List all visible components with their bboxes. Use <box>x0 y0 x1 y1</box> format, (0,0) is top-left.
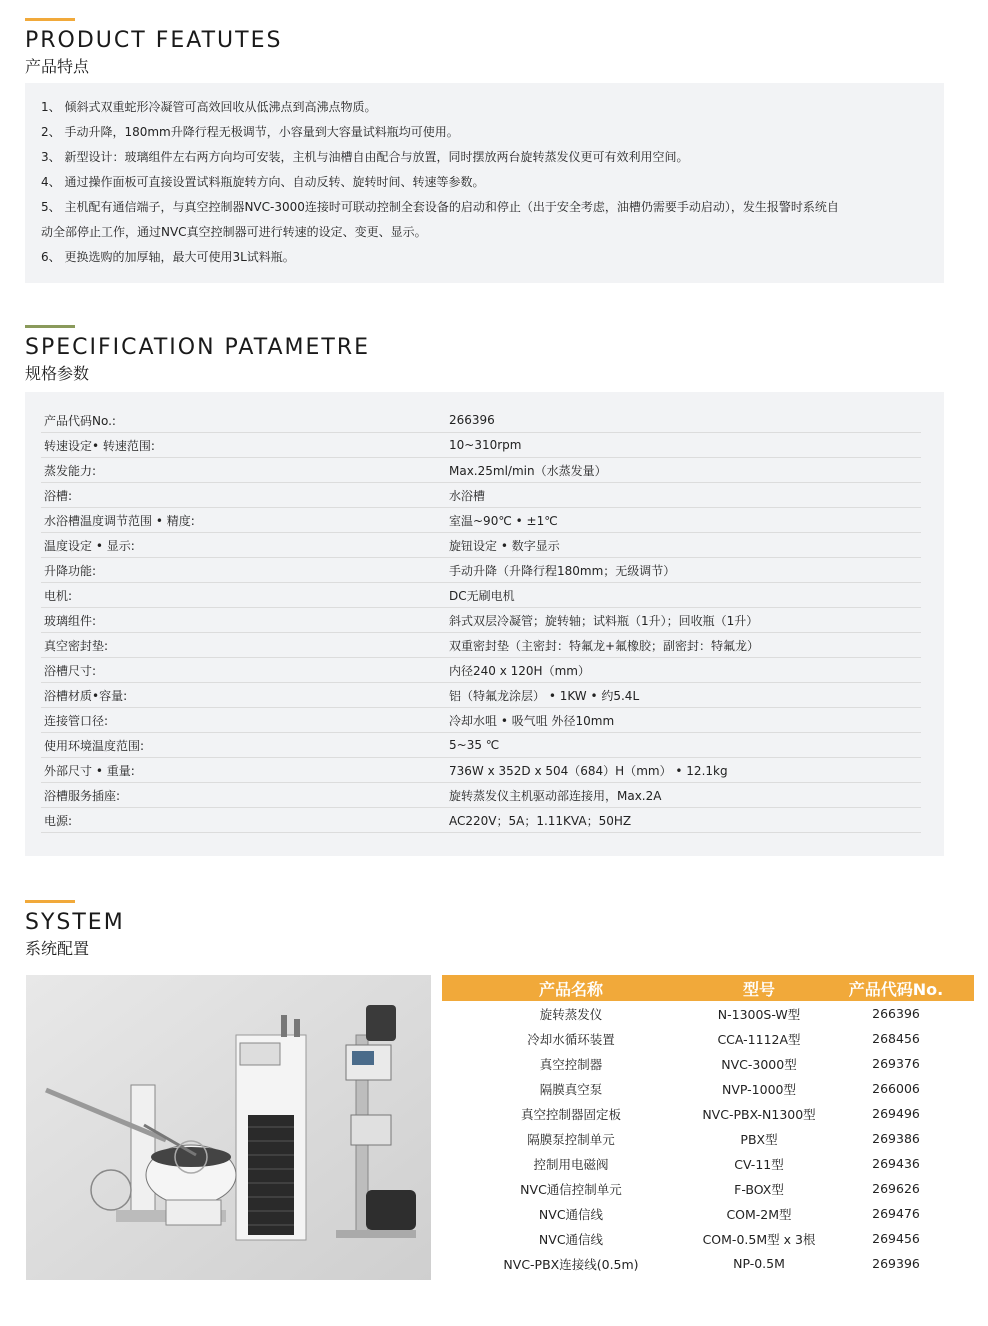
product-name-cell: 真空控制器固定板 <box>520 1106 621 1122</box>
spec-key: 真空密封垫: <box>41 633 446 658</box>
spec-value: 5~35 ℃ <box>446 733 921 758</box>
feature-item: 4、 通过操作面板可直接设置试料瓶旋转方向、自动反转、旋转时间、转速等参数。 <box>41 175 485 189</box>
spec-row <box>41 583 921 608</box>
system-row <box>442 1026 974 1051</box>
spec-key: 转速设定• 转速范围: <box>41 433 446 458</box>
spec-row <box>41 483 921 508</box>
feature-item: 2、 手动升降，180mm升降行程无极调节，小容量到大容量试料瓶均可使用。 <box>41 125 459 139</box>
product-photo <box>26 975 431 1280</box>
product-code-cell: 269396 <box>872 1256 920 1271</box>
model-cell: F-BOX型 <box>734 1181 784 1197</box>
system-row <box>442 1226 974 1251</box>
spec-value: 旋转蒸发仪主机驱动部连接用，Max.2A <box>446 783 921 808</box>
product-name-cell: 控制用电磁阀 <box>533 1156 609 1172</box>
spec-key: 产品代码No.: <box>41 408 446 433</box>
system-row <box>442 1201 974 1226</box>
header-product-name: 产品名称 <box>442 975 700 1001</box>
model-cell: PBX型 <box>740 1131 778 1147</box>
spec-value: 736W x 352D x 504（684）H（mm） • 12.1kg <box>446 758 921 783</box>
spec-row <box>41 633 921 658</box>
product-name-cell: 冷却水循环装置 <box>527 1031 615 1047</box>
spec-key: 温度设定 • 显示: <box>41 533 446 558</box>
model-cell: COM-2M型 <box>726 1206 792 1222</box>
system-row <box>442 1051 974 1076</box>
spec-key: 电源: <box>41 808 446 833</box>
spec-key: 水浴槽温度调节范围 • 精度: <box>41 508 446 533</box>
product-name-cell: NVC通信线 <box>538 1231 604 1247</box>
spec-value: 内径240 x 120H（mm） <box>446 658 921 683</box>
spec-key: 浴槽服务插座: <box>41 783 446 808</box>
spec-row <box>41 458 921 483</box>
spec-value: AC220V；5A；1.11KVA；50HZ <box>446 808 921 833</box>
product-code-cell: 266006 <box>872 1081 920 1096</box>
model-cell: CV-11型 <box>734 1156 784 1172</box>
spec-key: 浴槽: <box>41 483 446 508</box>
model-cell: NVC-PBX-N1300型 <box>702 1106 816 1122</box>
product-code-cell: 269626 <box>872 1181 920 1196</box>
product-name-cell: NVC通信线 <box>538 1206 604 1222</box>
feature-item: 6、 更换选购的加厚轴，最大可使用3L试料瓶。 <box>41 250 295 264</box>
spec-value: 水浴槽 <box>446 483 921 508</box>
spec-key: 使用环境温度范围: <box>41 733 446 758</box>
spec-value: 铝（特氟龙涂层） • 1KW • 约5.4L <box>446 683 921 708</box>
system-row <box>442 1151 974 1176</box>
spec-row <box>41 758 921 783</box>
spec-row <box>41 608 921 633</box>
spec-value: 旋钮设定 • 数字显示 <box>446 533 921 558</box>
header-model: 型号 <box>700 975 818 1001</box>
product-code-cell: 268456 <box>872 1031 920 1046</box>
system-accent-bar <box>25 900 75 903</box>
spec-value: DC无刷电机 <box>446 583 921 608</box>
spec-value: 手动升降（升降行程180mm；无级调节） <box>446 558 921 583</box>
system-title-en: SYSTEM <box>25 910 125 935</box>
spec-key: 升降功能: <box>41 558 446 583</box>
specs-panel <box>25 392 944 856</box>
system-row <box>442 1126 974 1151</box>
spec-key: 电机: <box>41 583 446 608</box>
spec-row <box>41 433 921 458</box>
product-code-cell: 269456 <box>872 1231 920 1246</box>
feature-item: 动全部停止工作，通过NVC真空控制器可进行转速的设定、变更、显示。 <box>41 225 427 239</box>
model-cell: N-1300S-W型 <box>717 1006 801 1022</box>
spec-key: 蒸发能力: <box>41 458 446 483</box>
product-code-cell: 266396 <box>872 1006 920 1021</box>
features-title-zh: 产品特点 <box>25 57 90 76</box>
feature-item: 1、 倾斜式双重蛇形冷凝管可高效回收从低沸点到高沸点物质。 <box>41 100 377 114</box>
header-product-code: 产品代码No. <box>818 975 974 1001</box>
spec-row <box>41 783 921 808</box>
spec-value: 10~310rpm <box>446 433 921 458</box>
product-name-cell: 隔膜真空泵 <box>539 1081 603 1097</box>
system-table-header <box>442 975 974 1001</box>
specs-title-zh: 规格参数 <box>25 364 90 383</box>
features-list <box>41 95 921 270</box>
model-cell: NVC-3000型 <box>721 1056 797 1072</box>
product-name-cell: 旋转蒸发仪 <box>539 1006 603 1022</box>
spec-row <box>41 558 921 583</box>
spec-value: 室温~90℃ • ±1℃ <box>446 508 921 533</box>
specs-accent-bar <box>25 325 75 328</box>
system-table <box>442 975 974 1276</box>
rotary-evaporator-system-illustration <box>26 975 431 1280</box>
model-cell: COM-0.5M型 x 3根 <box>702 1231 816 1247</box>
spec-key: 外部尺寸 • 重量: <box>41 758 446 783</box>
model-cell: NP-0.5M <box>733 1256 785 1271</box>
model-cell: CCA-1112A型 <box>717 1031 801 1047</box>
spec-row <box>41 808 921 833</box>
product-name-cell: 真空控制器 <box>539 1056 603 1072</box>
specs-table <box>41 408 921 833</box>
spec-key: 连接管口径: <box>41 708 446 733</box>
spec-row <box>41 708 921 733</box>
product-name-cell: NVC通信控制单元 <box>520 1181 622 1197</box>
spec-row <box>41 408 921 433</box>
product-code-cell: 269376 <box>872 1056 920 1071</box>
system-row <box>442 1251 974 1276</box>
spec-value: 冷却水咀 • 吸气咀 外径10mm <box>446 708 921 733</box>
model-cell: NVP-1000型 <box>722 1081 796 1097</box>
product-code-cell: 269496 <box>872 1106 920 1121</box>
product-name-cell: NVC-PBX连接线(0.5m) <box>503 1256 639 1272</box>
spec-value: Max.25ml/min（水蒸发量） <box>446 458 921 483</box>
spec-value: 双重密封垫（主密封：特氟龙+氟橡胶；副密封：特氟龙） <box>446 633 921 658</box>
features-title-en: PRODUCT FEATUTES <box>25 28 283 53</box>
features-accent-bar <box>25 18 75 21</box>
spec-row <box>41 533 921 558</box>
spec-row <box>41 658 921 683</box>
product-name-cell: 隔膜泵控制单元 <box>527 1131 615 1147</box>
spec-value: 266396 <box>446 408 921 433</box>
spec-row <box>41 733 921 758</box>
system-row <box>442 1001 974 1026</box>
product-code-cell: 269476 <box>872 1206 920 1221</box>
specs-title-en: SPECIFICATION PATAMETRE <box>25 335 371 360</box>
system-row <box>442 1076 974 1101</box>
system-row <box>442 1101 974 1126</box>
spec-value: 斜式双层冷凝管；旋转轴；试料瓶（1升）；回收瓶（1升） <box>446 608 921 633</box>
feature-item: 3、 新型设计：玻璃组件左右两方向均可安装，主机与油槽自由配合与放置，同时摆放两台旋转蒸发仪更可有效利用空间。 <box>41 150 689 164</box>
feature-item: 5、 主机配有通信端子，与真空控制器NVC-3000连接时可联动控制全套设备的启动和停止（出于安全考虑，油槽仍需要手动启动），发生报警时系统自 <box>41 200 839 214</box>
product-code-cell: 269386 <box>872 1131 920 1146</box>
product-code-cell: 269436 <box>872 1156 920 1171</box>
system-title-zh: 系统配置 <box>25 939 90 958</box>
spec-key: 玻璃组件: <box>41 608 446 633</box>
system-row <box>442 1176 974 1201</box>
spec-key: 浴槽材质•容量: <box>41 683 446 708</box>
spec-row <box>41 508 921 533</box>
spec-key: 浴槽尺寸: <box>41 658 446 683</box>
features-panel <box>25 83 944 283</box>
spec-row <box>41 683 921 708</box>
